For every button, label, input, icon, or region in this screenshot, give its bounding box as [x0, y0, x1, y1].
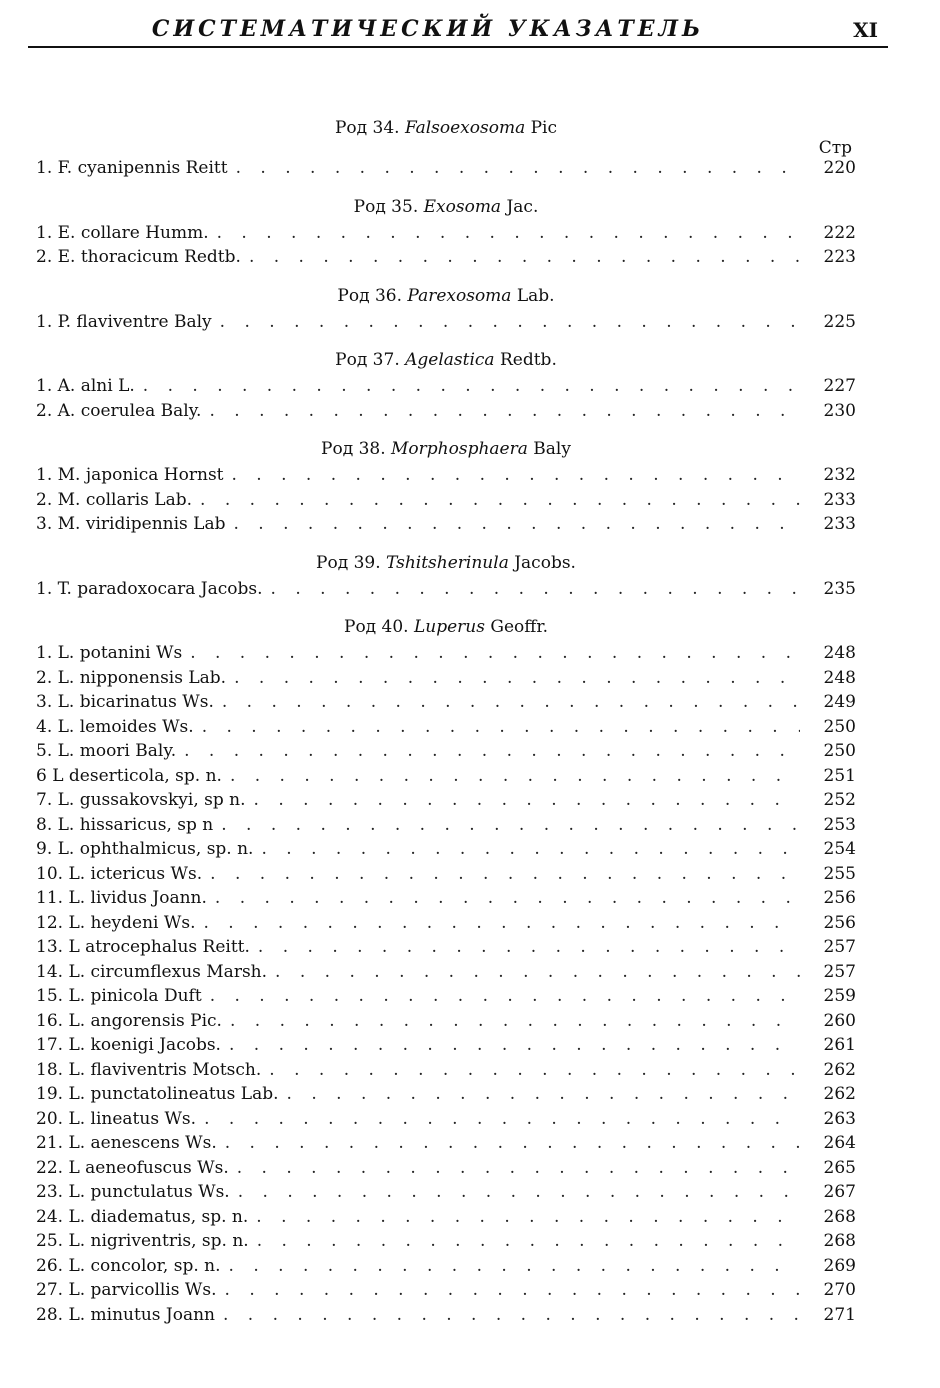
dot-leader — [225, 1133, 800, 1153]
index-entry — [36, 376, 856, 401]
dot-leader — [217, 223, 800, 243]
page-ref: 230 — [823, 400, 856, 421]
dot-leader — [225, 1280, 800, 1300]
genus-section — [36, 197, 856, 272]
page-ref: 262 — [823, 1084, 856, 1104]
species-name: 18. L. flaviventris Motsch. — [36, 1059, 262, 1080]
species-name: 4. L. lemoides Ws. — [36, 716, 194, 737]
dot-leader — [230, 766, 800, 786]
index-entry — [36, 1305, 856, 1330]
genus-name: Exosoma — [423, 196, 502, 217]
page-ref: 264 — [823, 1133, 856, 1153]
genus-heading — [36, 439, 856, 459]
index-entry — [36, 514, 856, 539]
genus-prefix: Род 37. — [335, 350, 406, 370]
species-name: 27. L. parvicollis Ws. — [36, 1280, 217, 1300]
page-ref: 260 — [823, 1010, 856, 1031]
index-entry — [36, 962, 856, 987]
page-ref: 253 — [823, 814, 856, 835]
species-name: 13. L atrocephalus Reitt. — [36, 937, 250, 957]
index-entry — [36, 1011, 856, 1036]
dot-leader — [203, 913, 800, 933]
species-name: 5. L. moori Baly. — [36, 741, 177, 761]
index-entry — [36, 668, 856, 693]
dot-leader — [233, 514, 800, 534]
page-ref: 232 — [823, 465, 856, 485]
page-number: XI — [853, 18, 878, 42]
index-entry — [36, 766, 856, 791]
genus-prefix: Род 39. — [316, 552, 387, 573]
dot-leader — [215, 888, 800, 908]
species-name: 15. L. pinicola Duft — [36, 986, 202, 1006]
dot-leader — [202, 717, 800, 737]
dot-leader — [230, 1011, 800, 1031]
index-entry — [36, 790, 856, 815]
header-rule — [28, 46, 888, 48]
genus-name: Morphosphaera — [391, 439, 528, 459]
index-entry — [36, 1256, 856, 1281]
page-ref: 254 — [823, 839, 856, 859]
genus-heading — [36, 617, 856, 637]
dot-leader — [210, 864, 800, 884]
dot-leader — [271, 579, 800, 599]
genus-section — [36, 617, 856, 1329]
dot-leader — [222, 692, 800, 712]
species-name: 28. L. minutus Joann — [36, 1304, 215, 1325]
species-name: 24. L. diadematus, sp. n. — [36, 1206, 249, 1227]
genus-name: Agelastica — [405, 350, 495, 370]
page-ref: 263 — [823, 1108, 856, 1129]
page-ref: 269 — [823, 1255, 856, 1276]
page-ref: 257 — [823, 961, 856, 982]
dot-leader — [254, 790, 800, 810]
page-ref: 222 — [823, 222, 856, 243]
page-ref: 255 — [823, 863, 856, 884]
species-name: 1. L. potanini Ws — [36, 643, 183, 663]
index-entry — [36, 312, 856, 337]
page-ref: 256 — [823, 912, 856, 933]
page-ref: 268 — [823, 1206, 856, 1227]
genus-heading — [36, 286, 856, 306]
index-entry — [36, 1280, 856, 1305]
index-entry — [36, 1084, 856, 1109]
genus-author: Pic — [525, 118, 558, 138]
index-entry — [36, 247, 856, 272]
genus-prefix: Род 34. — [334, 118, 405, 138]
page-ref: 248 — [823, 643, 856, 663]
species-name: 1. E. collare Humm. — [36, 222, 209, 243]
dot-leader — [234, 668, 800, 688]
dot-leader — [236, 158, 800, 178]
species-name: 8. L. hissaricus, sp n — [36, 814, 214, 835]
dot-leader — [269, 1060, 800, 1080]
index-entry — [36, 864, 856, 889]
species-name: 1. T. paradoxocara Jacobs. — [36, 578, 263, 599]
page-ref: 271 — [823, 1304, 856, 1325]
page-ref: 223 — [823, 247, 856, 267]
page-ref: 265 — [823, 1157, 856, 1178]
species-name: 20. L. lineatus Ws. — [36, 1108, 197, 1129]
page-column-heading: Стр — [818, 138, 852, 158]
species-name: 21. L. aenescens Ws. — [36, 1133, 217, 1153]
index-entry — [36, 1231, 856, 1256]
index-entry — [36, 1207, 856, 1232]
genus-section — [36, 350, 856, 425]
index-entry — [36, 815, 856, 840]
species-name: 2. L. nipponensis Lab. — [36, 667, 227, 688]
index-entry — [36, 643, 856, 668]
index-content — [36, 104, 856, 1333]
species-name: 16. L. angorensis Pic. — [36, 1010, 222, 1031]
page-ref: 225 — [823, 311, 856, 332]
genus-author: Geoffr. — [484, 617, 548, 637]
genus-name: Tshitsherinula — [386, 552, 509, 573]
dot-leader — [287, 1084, 800, 1104]
page-ref: 257 — [823, 937, 856, 957]
genus-heading — [36, 553, 856, 573]
genus-section — [36, 286, 856, 337]
dot-leader — [209, 401, 800, 421]
genus-prefix: Род 36. — [337, 285, 408, 306]
index-entry — [36, 839, 856, 864]
species-name: 2. E. thoracicum Redtb. — [36, 247, 241, 267]
genus-name: Falsoexosoma — [404, 118, 526, 138]
index-entry — [36, 888, 856, 913]
dot-leader — [223, 1305, 800, 1325]
dot-leader — [232, 465, 801, 485]
genus-author: Jac. — [501, 196, 539, 217]
page-ref: 268 — [823, 1231, 856, 1251]
page-ref: 262 — [823, 1059, 856, 1080]
page-ref: 250 — [823, 716, 856, 737]
dot-leader — [275, 962, 800, 982]
dot-leader — [190, 643, 800, 663]
index-entry — [36, 490, 856, 515]
dot-leader — [258, 937, 800, 957]
page-ref: 259 — [823, 986, 856, 1006]
genus-section — [36, 439, 856, 539]
genus-name: Parexosoma — [407, 285, 512, 306]
page-header — [28, 10, 888, 44]
page-title: СИСТЕМАТИЧЕСКИЙ УКАЗАТЕЛЬ — [151, 16, 705, 42]
index-entry — [36, 937, 856, 962]
dot-leader — [261, 839, 800, 859]
page-ref: 251 — [823, 765, 856, 786]
species-name: 12. L. heydeni Ws. — [36, 912, 196, 933]
index-entry — [36, 1060, 856, 1085]
species-name: 2. A. coerulea Baly. — [36, 400, 202, 421]
dot-leader — [229, 1256, 800, 1276]
dot-leader — [184, 741, 800, 761]
dot-leader — [249, 247, 800, 267]
species-name: 6 L deserticola, sp. n. — [36, 765, 222, 786]
index-entry — [36, 913, 856, 938]
index-entry — [36, 741, 856, 766]
genus-name: Luperus — [413, 617, 485, 637]
genus-heading — [36, 350, 856, 370]
genus-section — [36, 118, 856, 183]
index-entry — [36, 1035, 856, 1060]
page-ref: 235 — [823, 578, 856, 599]
page-ref: 261 — [823, 1035, 856, 1055]
genus-author: Lab. — [511, 285, 555, 306]
dot-leader — [221, 815, 800, 835]
genus-heading — [36, 197, 856, 217]
species-name: 23. L. punctulatus Ws. — [36, 1182, 230, 1202]
species-name: 22. L aeneofuscus Ws. — [36, 1157, 229, 1178]
dot-leader — [257, 1231, 800, 1251]
species-name: 7. L. gussakovskyi, sp n. — [36, 790, 246, 810]
dot-leader — [237, 1158, 800, 1178]
species-name: 2. M. collaris Lab. — [36, 489, 193, 510]
page-ref: 233 — [823, 514, 856, 534]
species-name: 26. L. concolor, sp. n. — [36, 1255, 221, 1276]
page-ref: 220 — [823, 158, 856, 178]
index-entry — [36, 1182, 856, 1207]
page-ref: 248 — [823, 667, 856, 688]
index-entry — [36, 579, 856, 604]
dot-leader — [200, 490, 800, 510]
index-entry — [36, 401, 856, 426]
index-entry — [36, 1109, 856, 1134]
genus-prefix: Род 35. — [353, 196, 424, 217]
dot-leader — [238, 1182, 800, 1202]
species-name: 25. L. nigriventris, sp. n. — [36, 1231, 249, 1251]
page-ref: 256 — [823, 888, 856, 908]
index-entry — [36, 158, 856, 183]
page-ref: 249 — [823, 692, 856, 712]
index-entry — [36, 1133, 856, 1158]
page-ref: 233 — [823, 489, 856, 510]
genus-author: Jacobs. — [508, 552, 576, 573]
species-name: 19. L. punctatolineatus Lab. — [36, 1084, 279, 1104]
genus-author: Baly — [527, 439, 571, 459]
page-ref: 270 — [823, 1280, 856, 1300]
species-name: 9. L. ophthalmicus, sp. n. — [36, 839, 254, 859]
genus-section — [36, 553, 856, 604]
index-entry — [36, 986, 856, 1011]
dot-leader — [143, 376, 800, 396]
dot-leader — [204, 1109, 800, 1129]
page-ref: 267 — [823, 1182, 856, 1202]
species-name: 1. M. japonica Hornst — [36, 465, 224, 485]
species-name: 3. M. viridipennis Lab — [36, 514, 226, 534]
page-ref: 250 — [823, 741, 856, 761]
species-name: 17. L. koenigi Jacobs. — [36, 1035, 221, 1055]
genus-heading — [36, 118, 856, 138]
species-name: 3. L. bicarinatus Ws. — [36, 692, 214, 712]
species-name: 10. L. ictericus Ws. — [36, 863, 203, 884]
species-name: 1. P. flaviventre Baly — [36, 311, 212, 332]
species-name: 1. F. cyanipennis Reitt — [36, 158, 228, 178]
species-name: 11. L. lividus Joann. — [36, 888, 207, 908]
index-entry — [36, 223, 856, 248]
index-entry — [36, 717, 856, 742]
index-entry — [36, 1158, 856, 1183]
genus-prefix: Род 40. — [344, 617, 414, 637]
dot-leader — [256, 1207, 800, 1227]
dot-leader — [210, 986, 800, 1006]
page-ref: 227 — [823, 376, 856, 396]
dot-leader — [220, 312, 800, 332]
species-name: 1. A. alni L. — [36, 376, 135, 396]
index-entry — [36, 465, 856, 490]
dot-leader — [229, 1035, 800, 1055]
genus-author: Redtb. — [494, 350, 557, 370]
page-ref: 252 — [823, 790, 856, 810]
genus-prefix: Род 38. — [321, 439, 392, 459]
species-name: 14. L. circumflexus Marsh. — [36, 961, 268, 982]
index-entry — [36, 692, 856, 717]
